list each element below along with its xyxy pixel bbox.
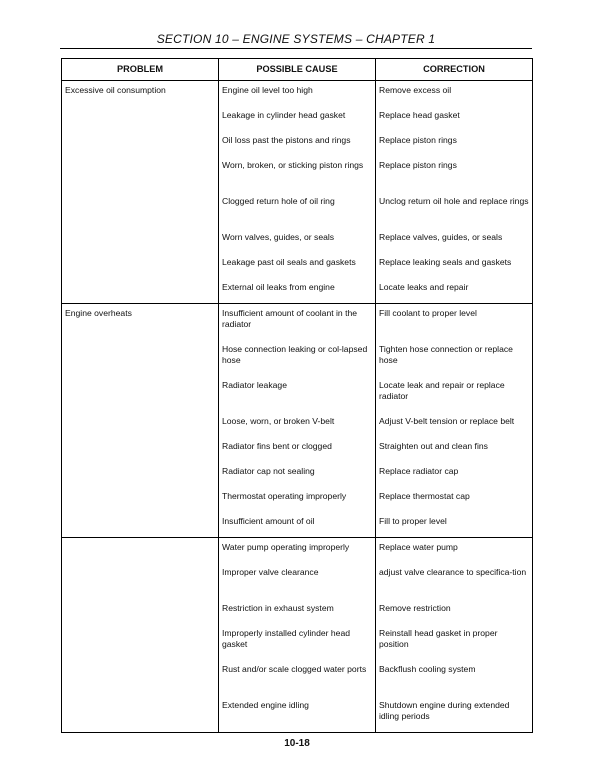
problem-cell xyxy=(62,156,219,192)
header-rule xyxy=(60,48,532,49)
correction-cell: Replace radiator cap xyxy=(376,462,533,487)
problem-cell xyxy=(62,412,219,437)
table-row xyxy=(62,563,533,599)
table-row xyxy=(62,253,533,278)
table-row xyxy=(62,228,533,253)
cause-cell: Loose, worn, or broken V-belt xyxy=(219,412,376,437)
table-row xyxy=(62,340,533,376)
problem-cell xyxy=(62,192,219,228)
table-row xyxy=(62,106,533,131)
column-header-problem: PROBLEM xyxy=(62,59,219,81)
table-row xyxy=(62,412,533,437)
correction-cell: Unclog return oil hole and replace rings xyxy=(376,192,533,228)
table-row xyxy=(62,437,533,462)
problem-cell xyxy=(62,376,219,412)
cause-cell: Thermostat operating improperly xyxy=(219,487,376,512)
problem-cell xyxy=(62,538,219,564)
problem-cell xyxy=(62,253,219,278)
table-row xyxy=(62,696,533,733)
correction-cell: Shutdown engine during extended idling periods xyxy=(376,696,533,733)
correction-cell: Fill coolant to proper level xyxy=(376,304,533,341)
problem-cell xyxy=(62,278,219,304)
table-row xyxy=(62,304,533,341)
correction-cell: Locate leaks and repair xyxy=(376,278,533,304)
table-row xyxy=(62,462,533,487)
correction-cell: Reinstall head gasket in proper position xyxy=(376,624,533,660)
cause-cell: Worn valves, guides, or seals xyxy=(219,228,376,253)
section-header: SECTION 10 – ENGINE SYSTEMS – CHAPTER 1 xyxy=(156,32,436,46)
cause-cell: External oil leaks from engine xyxy=(219,278,376,304)
cause-cell: Hose connection leaking or col-lapsed hose xyxy=(219,340,376,376)
correction-cell: Replace piston rings xyxy=(376,156,533,192)
correction-cell: Replace valves, guides, or seals xyxy=(376,228,533,253)
correction-cell: Replace thermostat cap xyxy=(376,487,533,512)
cause-cell: Extended engine idling xyxy=(219,696,376,733)
problem-cell xyxy=(62,696,219,733)
table-row xyxy=(62,81,533,107)
table-row xyxy=(62,538,533,564)
cause-cell: Leakage in cylinder head gasket xyxy=(219,106,376,131)
correction-cell: Remove excess oil xyxy=(376,81,533,107)
cause-cell: Engine oil level too high xyxy=(219,81,376,107)
problem-cell xyxy=(62,563,219,599)
cause-cell: Radiator fins bent or clogged xyxy=(219,437,376,462)
problem-cell xyxy=(62,512,219,538)
correction-cell: Replace piston rings xyxy=(376,131,533,156)
table-row xyxy=(62,624,533,660)
cause-cell: Leakage past oil seals and gaskets xyxy=(219,253,376,278)
correction-cell: Backflush cooling system xyxy=(376,660,533,696)
table-row xyxy=(62,512,533,538)
cause-cell: Radiator cap not sealing xyxy=(219,462,376,487)
cause-cell: Worn, broken, or sticking piston rings xyxy=(219,156,376,192)
problem-cell xyxy=(62,437,219,462)
problem-cell xyxy=(62,624,219,660)
page-number: 10-18 xyxy=(284,738,310,749)
cause-cell: Clogged return hole of oil ring xyxy=(219,192,376,228)
table-row xyxy=(62,376,533,412)
correction-cell: Adjust V-belt tension or replace belt xyxy=(376,412,533,437)
cause-cell: Insufficient amount of oil xyxy=(219,512,376,538)
correction-cell: adjust valve clearance to specifica-tion xyxy=(376,563,533,599)
problem-cell: Engine overheats xyxy=(62,304,219,341)
correction-cell: Locate leak and repair or replace radiator xyxy=(376,376,533,412)
cause-cell: Improperly installed cylinder head gasket xyxy=(219,624,376,660)
column-header-possible-cause: POSSIBLE CAUSE xyxy=(219,59,376,81)
problem-cell xyxy=(62,228,219,253)
problem-cell xyxy=(62,131,219,156)
problem-cell xyxy=(62,106,219,131)
table-row xyxy=(62,599,533,624)
table-row xyxy=(62,487,533,512)
correction-cell: Replace leaking seals and gaskets xyxy=(376,253,533,278)
table-row xyxy=(62,278,533,304)
correction-cell: Remove restriction xyxy=(376,599,533,624)
problem-cell xyxy=(62,340,219,376)
cause-cell: Improper valve clearance xyxy=(219,563,376,599)
correction-cell: Fill to proper level xyxy=(376,512,533,538)
table-header-row xyxy=(62,59,533,81)
correction-cell: Straighten out and clean fins xyxy=(376,437,533,462)
cause-cell: Restriction in exhaust system xyxy=(219,599,376,624)
cause-cell: Water pump operating improperly xyxy=(219,538,376,564)
correction-cell: Tighten hose connection or replace hose xyxy=(376,340,533,376)
table-row xyxy=(62,192,533,228)
table-row xyxy=(62,131,533,156)
table-row xyxy=(62,156,533,192)
cause-cell: Oil loss past the pistons and rings xyxy=(219,131,376,156)
cause-cell: Rust and/or scale clogged water ports xyxy=(219,660,376,696)
problem-cell xyxy=(62,487,219,512)
correction-cell: Replace head gasket xyxy=(376,106,533,131)
table-row xyxy=(62,660,533,696)
problem-cell xyxy=(62,660,219,696)
problem-cell xyxy=(62,462,219,487)
cause-cell: Radiator leakage xyxy=(219,376,376,412)
problem-cell xyxy=(62,599,219,624)
troubleshooting-table xyxy=(61,58,533,733)
cause-cell: Insufficient amount of coolant in the radiator xyxy=(219,304,376,341)
correction-cell: Replace water pump xyxy=(376,538,533,564)
column-header-correction: CORRECTION xyxy=(376,59,533,81)
problem-cell: Excessive oil consumption xyxy=(62,81,219,107)
